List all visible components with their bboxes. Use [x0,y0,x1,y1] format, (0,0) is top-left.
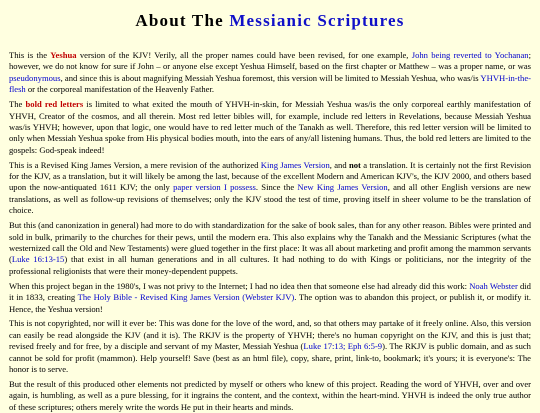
text: , and all other English versions are new translations, as well as follow-up revisions of themselves; only the KJV stood the test of time, proving itself in sheer volume to be the translation of choice. [9,182,531,216]
link-luke-17-eph-6[interactable]: Luke 17:13; Eph 6:5-9 [303,341,383,352]
paragraph-copyright [9,318,531,375]
paragraph-yeshua-version [9,50,531,96]
text: ). The RKJV is public domain, and as such cannot be sold for profit (mammon). Help yourself! Save (best as an html file), copy, share, print, link-to, bookmark; it's yours; it is everyone's: The honor is to serve. [9,341,531,375]
paragraph-result [9,379,531,413]
bold-not: not [348,159,361,170]
link-yhvh-in-the-flesh[interactable]: YHVH-in-the-flesh [9,72,531,95]
text: or the corporeal manifestation of the Heavenly Father. [25,84,214,95]
text: . The option was to abandon this project, or publish it, or modify it. Hence, the Yeshua version! [9,292,531,314]
text: did it in 1833, creating [9,280,531,303]
link-luke-16[interactable]: Luke 16:13-15 [11,254,65,265]
text: The [9,99,26,110]
paragraph-revised-kjv [9,160,531,217]
text: a translation. It is certainly not the first Revision for the KJV, as a translation, but it will likely be among the last, because of the excellent Modern and American KJV's, the KJV 2000, and others based upon the now-antiquated 1611 KJV; the only [9,159,532,193]
title-prefix: About The [135,11,224,30]
link-noah-webster[interactable]: Noah Webster [469,280,518,291]
text: . Since the [255,182,298,193]
red-word-yeshua: Yeshua [50,50,77,60]
link-john-yochanan[interactable]: John being reverted to Yochanan [411,50,529,60]
text: ) that exist in all human generations and in all cultures. It had nothing to do with Kings or politicians, nor the integrity of the professional religionists that were their money-dependent puppets. [9,254,531,276]
red-phrase-bold-red-letters: bold red letters [25,99,84,110]
link-pseudonymous[interactable]: pseudonymous [9,72,61,83]
paragraph-project-history [9,281,531,315]
paragraph-canonization [9,220,531,277]
page-title [9,10,531,32]
text: ; however, we do not know for sure if John – or anyone else except Yeshua Himself, based on the first chapter or Matthew – was a proper name, or was [9,50,531,72]
link-webster-kjv[interactable]: The Holy Bible - Revised King James Version (Webster KJV) [77,292,295,303]
text: This is the [9,50,51,60]
paragraph-red-letters [9,99,531,156]
text: This is not copyrighted, nor will it ever be: This was done for the love of the word, and, so that others may partake of it freely online. Also, this version can easily be read alongside the KJV (and it is). The RKJV is the property of YHVH; there's no human copyright on the KJV, and this is just that; revised freely and for free, by a disciple and servant of my Master, Messiah Yeshua ( [9,318,531,352]
text: , and since this is about magnifying Messiah Yeshua foremost, this version will be limited to Messiah Yeshua, who was/is [60,72,481,83]
text: But this (and canonization in general) had more to do with standardization for the sake of book sales, than for any other reason. Bibles were printed and sold in bulk, primarily to the churches for their pews, until the modern era. This also explains why the Tanakh and the Messianic Scriptures (what the westernized call the Old and New Testaments) were glued together in the first place: It was all about marketing and profit among the mammon servants ( [9,220,531,265]
link-paper-version[interactable]: paper version I possess [173,182,256,193]
text: But the result of this produced other elements not predicted by myself or others who knew of this project. Reading the word of YHVH, over and over again, is humbling, as well as a pure blessing, for it ingrains the content, and the context, within the heart-mind. YHVH is indeed the only true author of these scriptures; others merely write the words He put in their hearts and minds. [9,378,531,412]
text: version of the KJV! Verily, all the proper names could have been revised, for one example, [76,50,412,60]
link-new-king-james-version[interactable]: New King James Version [297,182,388,193]
text: , and [329,159,349,170]
text: is limited to what exited the mouth of YHVH-in-skin, for Messiah Yeshua was/is the only corporeal earthly manifestation of YHVH, Creator of the cosmos, and all therein. Most red letter bibles will, for example, include red letters in Revelations, because Messiah Yeshua was/is YHVH; however, upon that logic, one would have to red letter much of the Tanakh as well. Therefore, this red letter version will be limited to only when Messiah Yeshua spoke from His physical bodies mouth, into the ears of any/all listening humans. Thus, the bold red letters are limited to the gospels: God-speak indeed! [9,99,531,155]
text: This is a Revised King James Version, a mere revision of the authorized [9,159,261,170]
link-king-james-version[interactable]: King James Version [260,159,330,170]
text: When this project began in the 1980's, I was not privy to the Internet; I had no idea then that someone else had already did this work: [9,280,470,291]
title-accent: Messianic Scriptures [229,11,405,30]
